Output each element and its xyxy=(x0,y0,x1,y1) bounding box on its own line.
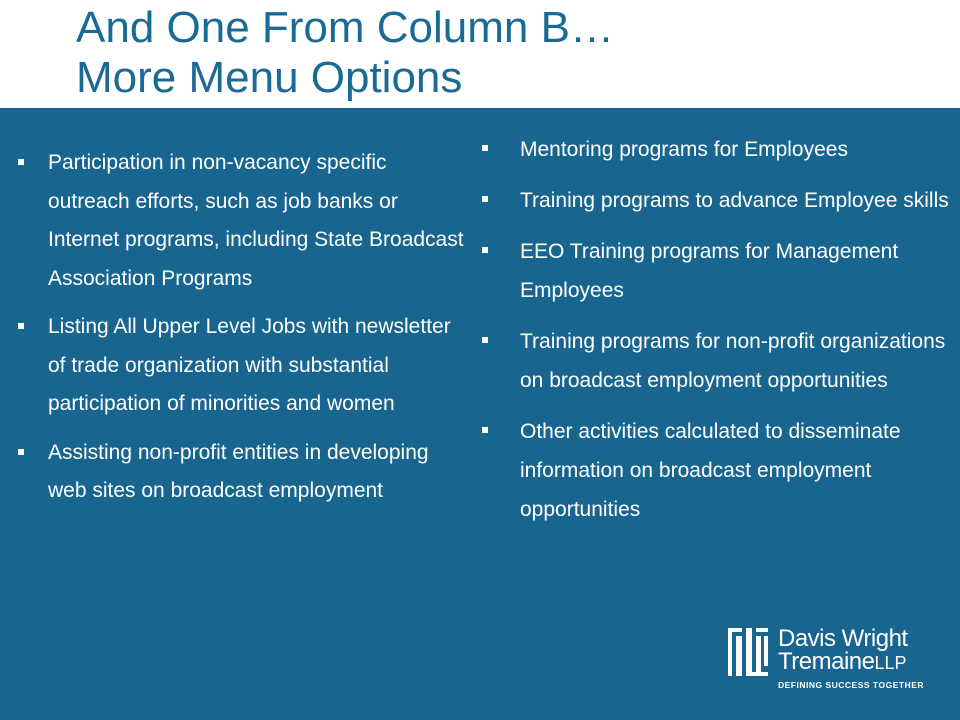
list-item-text: Listing All Upper Level Jobs with newsletter of trade organization with substantial participation of minorities and women xyxy=(48,315,451,415)
content-panel xyxy=(0,108,960,720)
slide-title-line-2: More Menu Options xyxy=(76,53,463,102)
right-column-list xyxy=(478,130,956,541)
logo-name-tremaine: Tremaine xyxy=(778,648,875,675)
square-bullet-icon xyxy=(482,427,488,433)
logo-tagline: DEFINING SUCCESS TOGETHER xyxy=(778,680,924,690)
left-column-list xyxy=(18,144,468,521)
company-logo xyxy=(728,625,938,698)
list-item xyxy=(18,308,468,424)
list-item-text: Training programs for non-profit organizations on broadcast employment opportunities xyxy=(520,330,946,392)
logo-suffix: LLP xyxy=(874,653,907,673)
list-item-text: Mentoring programs for Employees xyxy=(520,138,848,161)
list-item-text: Training programs to advance Employee skills xyxy=(520,189,949,212)
square-bullet-icon xyxy=(18,159,24,165)
list-item xyxy=(478,130,956,169)
title-area xyxy=(0,0,960,108)
logo-name-line-1: Davis Wright xyxy=(778,625,908,652)
logo-mark-icon xyxy=(728,628,768,676)
list-item xyxy=(478,412,956,529)
square-bullet-icon xyxy=(482,145,488,151)
logo-name-line-2 xyxy=(778,649,907,676)
square-bullet-icon xyxy=(18,323,24,329)
list-item-text: Participation in non-vacancy specific outreach efforts, such as job banks or Internet programs, including State Broadcast Association Programs xyxy=(48,151,464,290)
square-bullet-icon xyxy=(482,247,488,253)
square-bullet-icon xyxy=(482,196,488,202)
list-item-text: Assisting non-profit entities in developing web sites on broadcast employment xyxy=(48,440,429,502)
list-item xyxy=(18,434,468,511)
list-item xyxy=(478,181,956,220)
list-item xyxy=(18,144,468,298)
list-item-text: Other activities calculated to disseminate information on broadcast employment opportunities xyxy=(520,420,901,521)
list-item xyxy=(478,322,956,400)
list-item-text: EEO Training programs for Management Employees xyxy=(520,240,899,302)
square-bullet-icon xyxy=(18,449,24,455)
square-bullet-icon xyxy=(482,337,488,343)
slide-title-line-1: And One From Column B… xyxy=(76,3,614,52)
list-item xyxy=(478,232,956,310)
